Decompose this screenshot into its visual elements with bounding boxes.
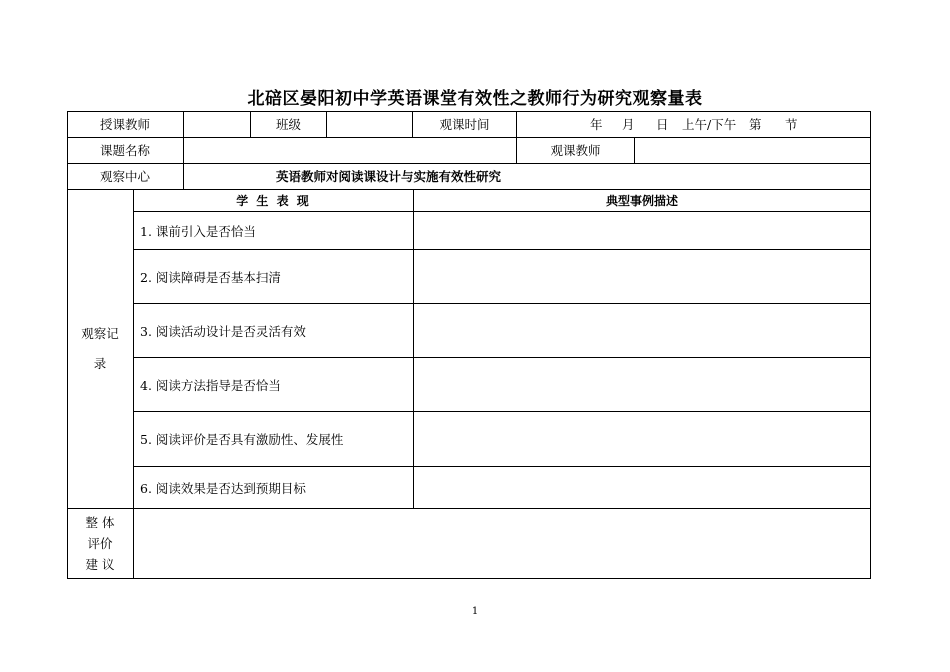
time-value[interactable] — [517, 111, 870, 137]
overall-evaluation-field[interactable] — [134, 509, 870, 578]
overall-label-line2: 评价 — [87, 536, 113, 551]
class-value[interactable] — [327, 111, 412, 137]
page-title: 北碚区晏阳初中学英语课堂有效性之教师行为研究观察量表 — [247, 89, 703, 109]
time-di: 第 — [749, 117, 762, 132]
overall-label — [67, 509, 133, 578]
record-label-line2: 录 — [93, 355, 107, 371]
focus-label: 观察中心 — [99, 169, 150, 184]
record-label-line1: 观察记 — [81, 325, 119, 341]
topic-label: 课题名称 — [99, 143, 150, 158]
record-label — [67, 189, 133, 508]
record-item-2: 2. 阅读障碍是否基本扫清 — [140, 269, 281, 285]
record-item-1-description[interactable] — [414, 212, 870, 249]
time-period: 上午/下午 — [682, 117, 737, 132]
table-border-right — [870, 111, 871, 579]
teacher-value[interactable] — [184, 111, 250, 137]
student-performance-header: 学 生 表 现 — [236, 193, 311, 208]
record-item-4: 4. 阅读方法指导是否恰当 — [140, 377, 281, 393]
record-item-6-description[interactable] — [414, 467, 870, 508]
row3-divider — [183, 163, 184, 189]
record-item-3-description[interactable] — [414, 304, 870, 357]
observer-label: 观课教师 — [550, 143, 601, 158]
teacher-label: 授课教师 — [99, 117, 150, 132]
typical-examples-header: 典型事例描述 — [605, 193, 678, 208]
overall-label-line3: 建 议 — [85, 557, 115, 572]
time-year: 年 — [590, 117, 603, 132]
table-border-bottom — [67, 578, 871, 579]
focus-value: 英语教师对阅读课设计与实施有效性研究 — [276, 169, 502, 184]
overall-label-line1: 整 体 — [85, 515, 115, 530]
record-item-1: 1. 课前引入是否恰当 — [140, 223, 256, 239]
page-number: 1 — [471, 606, 479, 617]
record-item-6: 6. 阅读效果是否达到预期目标 — [140, 480, 306, 496]
record-item-5-description[interactable] — [414, 412, 870, 466]
record-item-3: 3. 阅读活动设计是否灵活有效 — [140, 323, 306, 339]
class-label: 班级 — [275, 117, 301, 132]
record-item-2-description[interactable] — [414, 250, 870, 303]
time-label: 观课时间 — [439, 117, 490, 132]
observer-value[interactable] — [635, 137, 870, 163]
time-month: 月 — [622, 117, 635, 132]
time-jie: 节 — [785, 117, 798, 132]
record-item-4-description[interactable] — [414, 358, 870, 411]
record-item-5: 5. 阅读评价是否具有激励性、发展性 — [140, 432, 344, 447]
topic-value[interactable] — [184, 137, 516, 163]
time-day: 日 — [656, 117, 669, 132]
